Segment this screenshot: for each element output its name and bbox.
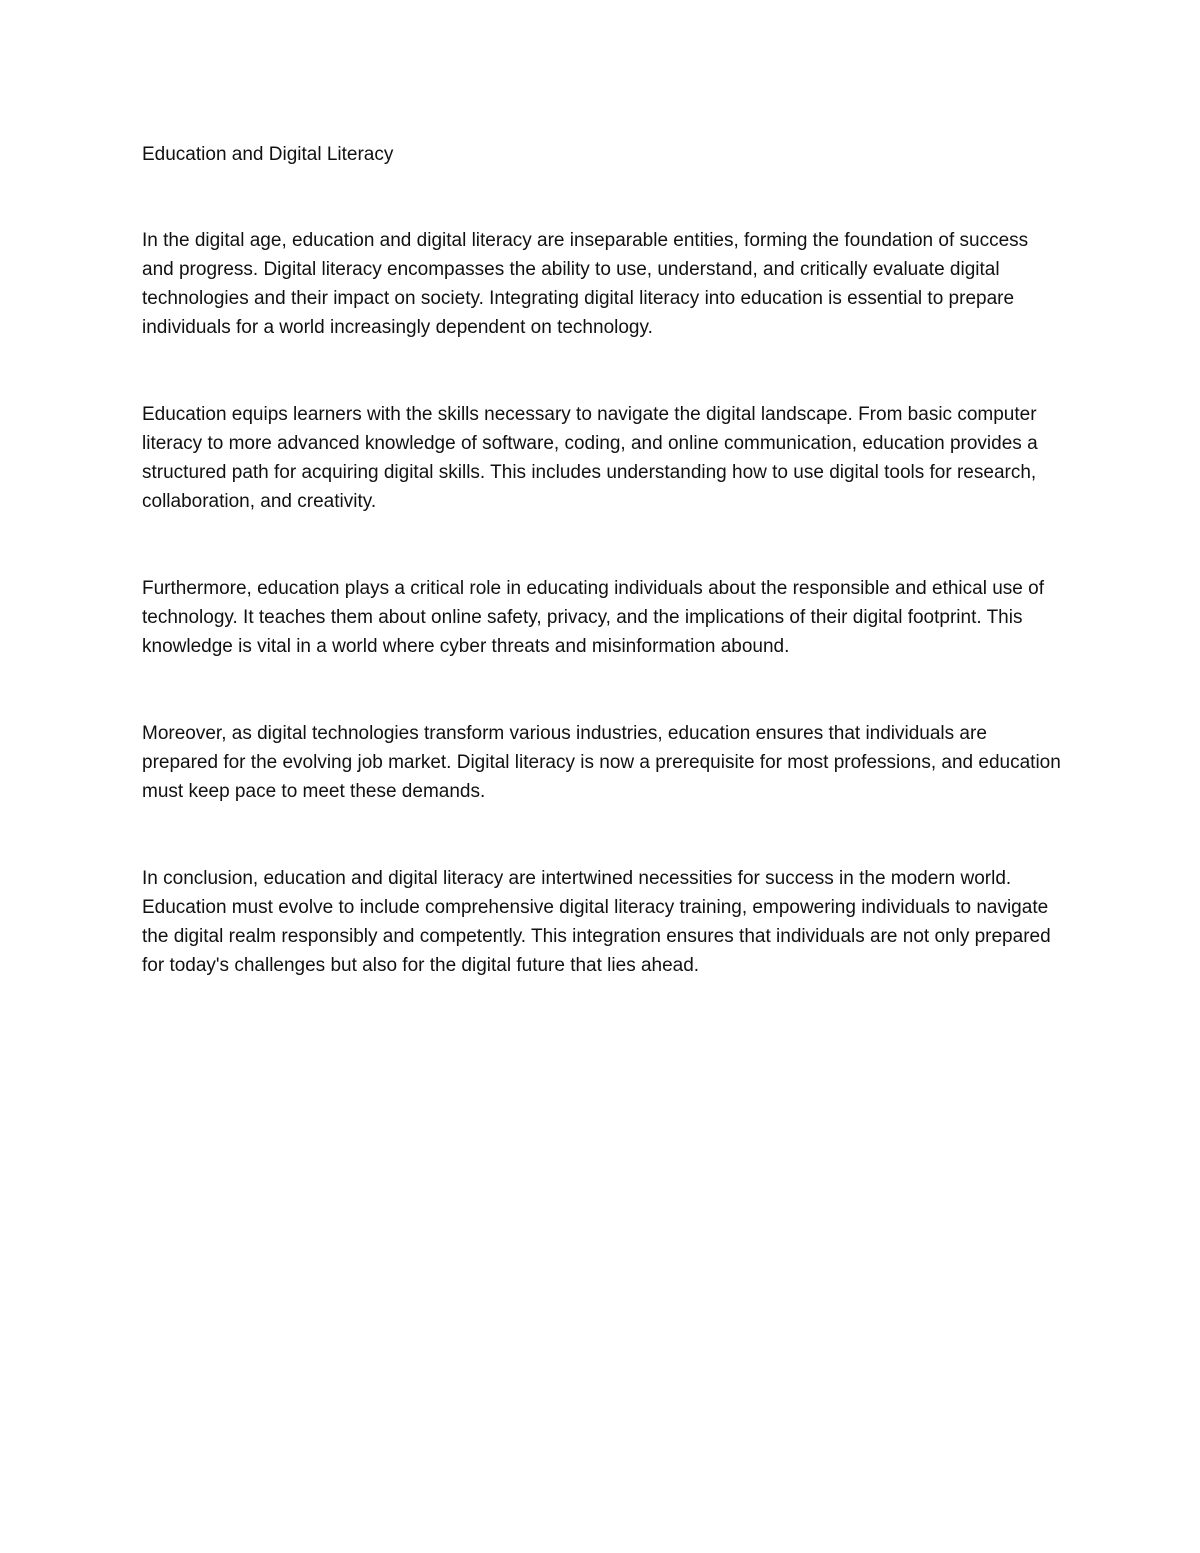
paragraph-3: Furthermore, education plays a critical role in educating individuals about the responsible and ethical use of technology. It teaches them about online safety, privacy, and the implications of their digital footprint. This knowledge is vital in a world where cyber threats and misinformation abound. xyxy=(142,578,1044,657)
paragraph-5: In conclusion, education and digital literacy are intertwined necessities for success in the modern world. Education must evolve to include comprehensive digital literacy training, empowering individuals to navigate the digital realm responsibly and competently. This integration ensures that individuals are not only prepared for today's challenges but also for the digital future that lies ahead. xyxy=(142,868,1051,976)
paragraph-2: Education equips learners with the skills necessary to navigate the digital landscape. From basic computer literacy to more advanced knowledge of software, coding, and online communication, education provides a structured path for acquiring digital skills. This includes understanding how to use digital tools for research, collaboration, and creativity. xyxy=(142,404,1038,512)
paragraph-4: Moreover, as digital technologies transform various industries, education ensures that individuals are prepared for the evolving job market. Digital literacy is now a prerequisite for most professions, and education must keep pace to meet these demands. xyxy=(142,723,1061,802)
paragraph-1: In the digital age, education and digital literacy are inseparable entities, forming the foundation of success and progress. Digital literacy encompasses the ability to use, understand, and critically evaluate digital technologies and their impact on society. Integrating digital literacy into education is essential to prepare individuals for a world increasingly dependent on technology. xyxy=(142,230,1029,338)
document-title: Education and Digital Literacy xyxy=(142,144,394,165)
document-body xyxy=(142,140,1062,1038)
